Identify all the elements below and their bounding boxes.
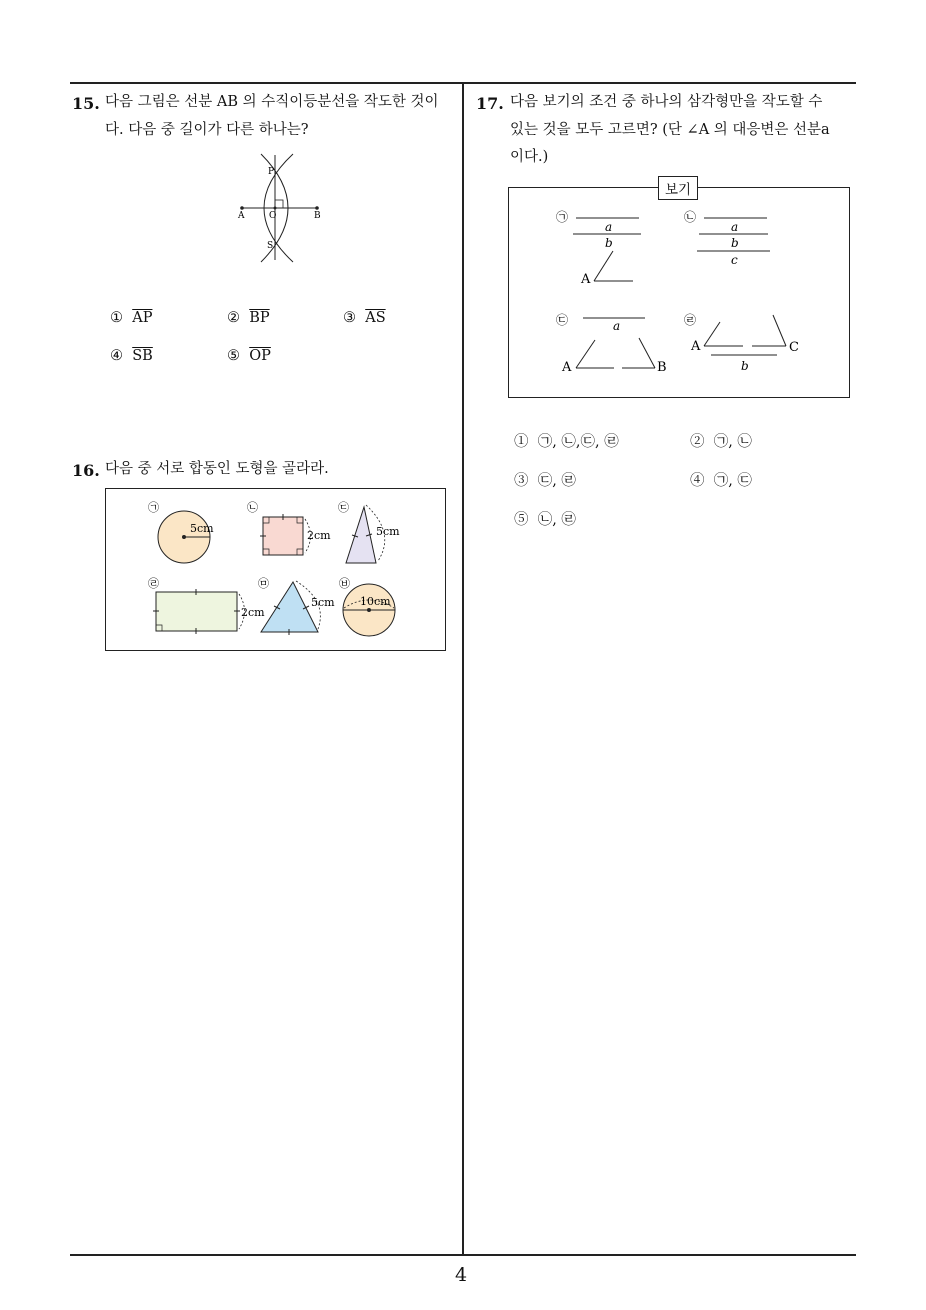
q17-box-title: 보기	[658, 176, 698, 200]
q17-choice-5[interactable]: ⑤ ㉡, ㉣	[514, 512, 576, 528]
q15-text-line2: 다. 다음 중 길이가 다른 하나는?	[105, 122, 309, 138]
g-label: ㉠	[556, 210, 569, 224]
q17-text-line3: 이다.)	[510, 149, 549, 165]
q17-choice-2[interactable]: ② ㉠, ㉡	[690, 434, 752, 450]
q15-choice-3[interactable]: ③ $\overline{AS}$	[343, 310, 386, 326]
q17-choice-3[interactable]: ③ ㉢, ㉣	[514, 473, 576, 489]
q15-choice-2[interactable]: ② $\overline{BP}$	[227, 310, 270, 326]
label-o: O	[269, 211, 277, 221]
label-5: ㉤	[258, 577, 269, 590]
g-b: b	[605, 236, 613, 250]
measure-6: 10cm	[360, 595, 391, 608]
q15-text-line1: 다음 그림은 선분 AB 의 수직이등분선을 작도한 것이	[105, 94, 439, 110]
label-1: ㉠	[148, 501, 159, 514]
n-a: a	[731, 220, 739, 234]
q17-choice-4[interactable]: ④ ㉠, ㉢	[690, 473, 752, 489]
q16-text: 다음 중 서로 합동인 도형을 골라라.	[105, 461, 329, 477]
g-A: A	[581, 272, 591, 287]
d-a: a	[613, 319, 621, 333]
r-C: C	[789, 340, 799, 355]
d-B: B	[657, 360, 667, 375]
q17-text-line2: 있는 것을 모두 고르면? (단 ∠A 의 대응변은 선분a	[510, 122, 830, 138]
label-4: ㉣	[148, 577, 159, 590]
r-A: A	[691, 339, 701, 354]
page-number: 4	[455, 1264, 468, 1286]
column-divider	[462, 82, 464, 1256]
q15-choice-4[interactable]: ④ $\overline{SB}$	[110, 348, 153, 364]
q16-number: 16.	[72, 461, 100, 480]
measure-3: 5cm	[376, 525, 400, 538]
d-label: ㉢	[556, 313, 569, 327]
q15-choice-1[interactable]: ① $\overline{AP}$	[110, 310, 153, 326]
q17-choice-1[interactable]: ① ㉠, ㉡,㉢, ㉣	[514, 434, 619, 450]
label-2: ㉡	[247, 501, 258, 514]
measure-2: 2cm	[307, 529, 331, 542]
label-6: ㉥	[339, 577, 350, 590]
q15-choice-5[interactable]: ⑤ $\overline{OP}$	[227, 348, 271, 364]
q17-number: 17.	[476, 94, 504, 113]
q16-figures	[106, 489, 444, 649]
q17-text-line1: 다음 보기의 조건 중 하나의 삼각형만을 작도할 수	[510, 94, 823, 110]
n-label: ㉡	[684, 210, 697, 224]
n-c: c	[731, 253, 738, 267]
label-a: A	[238, 211, 245, 221]
measure-5: 5cm	[311, 596, 335, 609]
g-a: a	[605, 220, 613, 234]
label-p: P	[268, 167, 275, 177]
perpendicular-bisector-figure	[225, 150, 335, 265]
d-A: A	[562, 360, 572, 375]
q15-number: 15.	[72, 94, 100, 113]
measure-4: 2cm	[241, 606, 265, 619]
q17-conditions	[509, 188, 847, 395]
label-3: ㉢	[338, 501, 349, 514]
label-s: S	[267, 241, 274, 251]
r-label: ㉣	[684, 313, 697, 327]
measure-1: 5cm	[190, 522, 214, 535]
n-b: b	[731, 236, 739, 250]
label-b: B	[314, 211, 321, 221]
r-b: b	[741, 359, 749, 373]
